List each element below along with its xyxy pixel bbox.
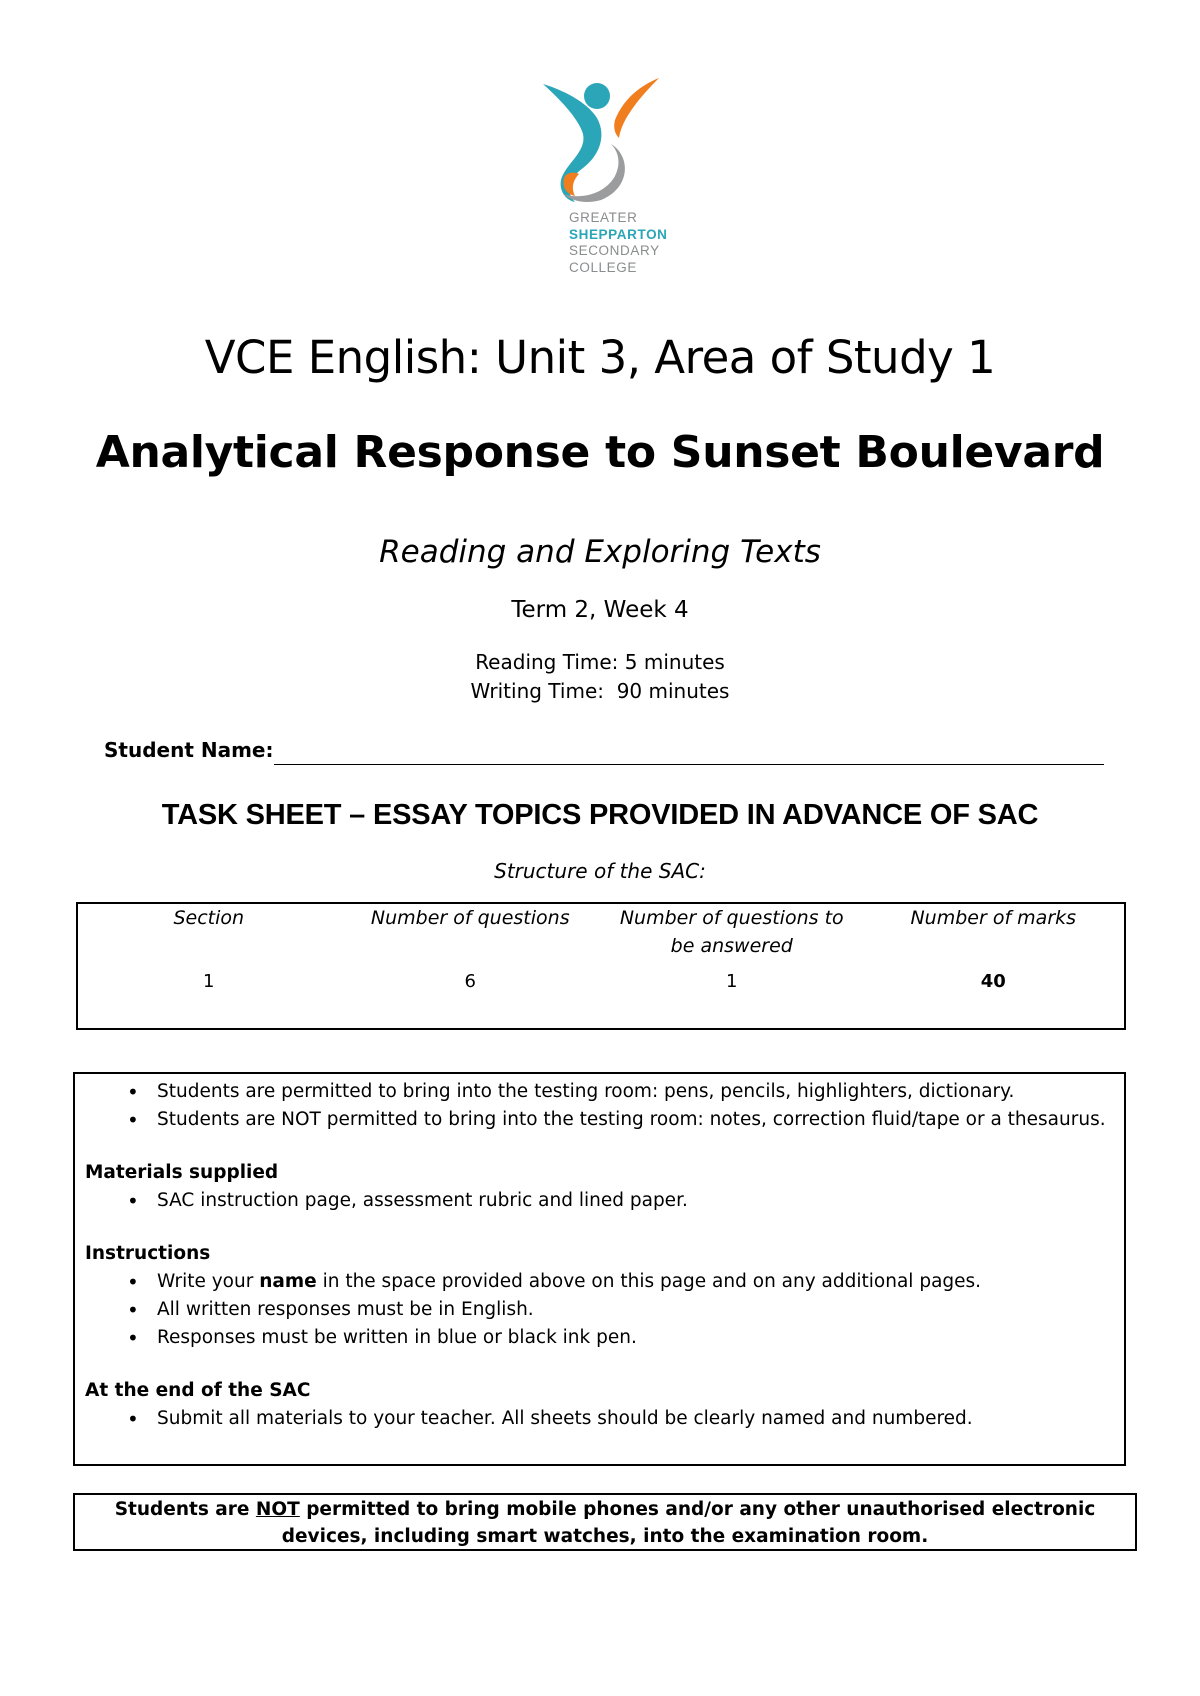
permitted-list [85,1078,1114,1134]
table-header: Number of marks [910,907,1077,929]
logo-text-line: SHEPPARTON [569,226,668,242]
college-logo [535,72,675,282]
end-heading: At the end of the SAC [85,1380,311,1401]
time-allowance [0,648,1200,706]
list-item: • SAC instruction page, assessment rubric and lined paper. [85,1187,1114,1215]
materials-list [85,1187,1114,1215]
table-header: Number of questions to be answered [619,907,844,957]
instructions-heading: Instructions [85,1243,211,1264]
table-cell-marks: 40 [980,971,1006,992]
list-item-emphasis: name [259,1271,317,1292]
logo-text-line: COLLEGE [569,259,637,275]
subtitle: Reading and Exploring Texts [379,534,821,570]
table-header: Number of questions [370,907,570,929]
table-cell: 6 [464,971,476,992]
list-item-text: Write your [157,1271,260,1292]
college-logo-text [569,210,668,276]
term-week: Term 2, Week 4 [511,597,689,623]
writing-time: Writing Time: 90 minutes [470,679,730,703]
logo-text-line: GREATER [569,210,638,225]
rules-box [73,1072,1126,1466]
structure-label: Structure of the SAC: [494,859,706,883]
warning-emphasis: NOT [255,1499,300,1520]
list-item: • Students are permitted to bring into the testing room: pens, pencils, highlighters, dictionary. [85,1078,1114,1106]
student-name-label: Student Name: [104,738,274,762]
logo-text-line: SECONDARY [569,243,660,258]
list-item: • Responses must be written in blue or black ink pen. [85,1324,1114,1352]
list-item [85,1268,1114,1296]
list-item: • All written responses must be in English. [85,1296,1114,1324]
warning-text: Students are [114,1499,256,1520]
table-header: Section [173,907,245,929]
list-item-text: in the space provided above on this page and on any additional pages. [316,1271,982,1292]
college-emblem-icon [535,72,675,212]
table-cell: 1 [726,971,738,992]
table-cell: 1 [203,971,215,992]
student-name-line[interactable] [274,764,1104,765]
devices-warning [73,1493,1137,1551]
main-title: Analytical Response to Sunset Boulevard [95,427,1105,478]
instructions-list [85,1268,1114,1352]
end-list [85,1405,1114,1433]
unit-title: VCE English: Unit 3, Area of Study 1 [204,331,996,384]
table-row [78,968,1124,996]
list-item: • Submit all materials to your teacher. All sheets should be clearly named and numbered. [85,1405,1114,1433]
student-name-field[interactable] [104,738,1104,768]
task-heading: TASK SHEET – ESSAY TOPICS PROVIDED IN ADVANCE OF SAC [161,799,1039,831]
structure-table [76,902,1126,1030]
materials-heading: Materials supplied [85,1162,279,1183]
table-header-row [78,904,1124,968]
list-item: • Students are NOT permitted to bring into the testing room: notes, correction fluid/tape or a thesaurus. [85,1106,1114,1134]
warning-text: permitted to bring mobile phones and/or any other unauthorised electronic devices, including smart watches, into the examination room. [281,1499,1102,1547]
reading-time: Reading Time: 5 minutes [475,650,725,674]
